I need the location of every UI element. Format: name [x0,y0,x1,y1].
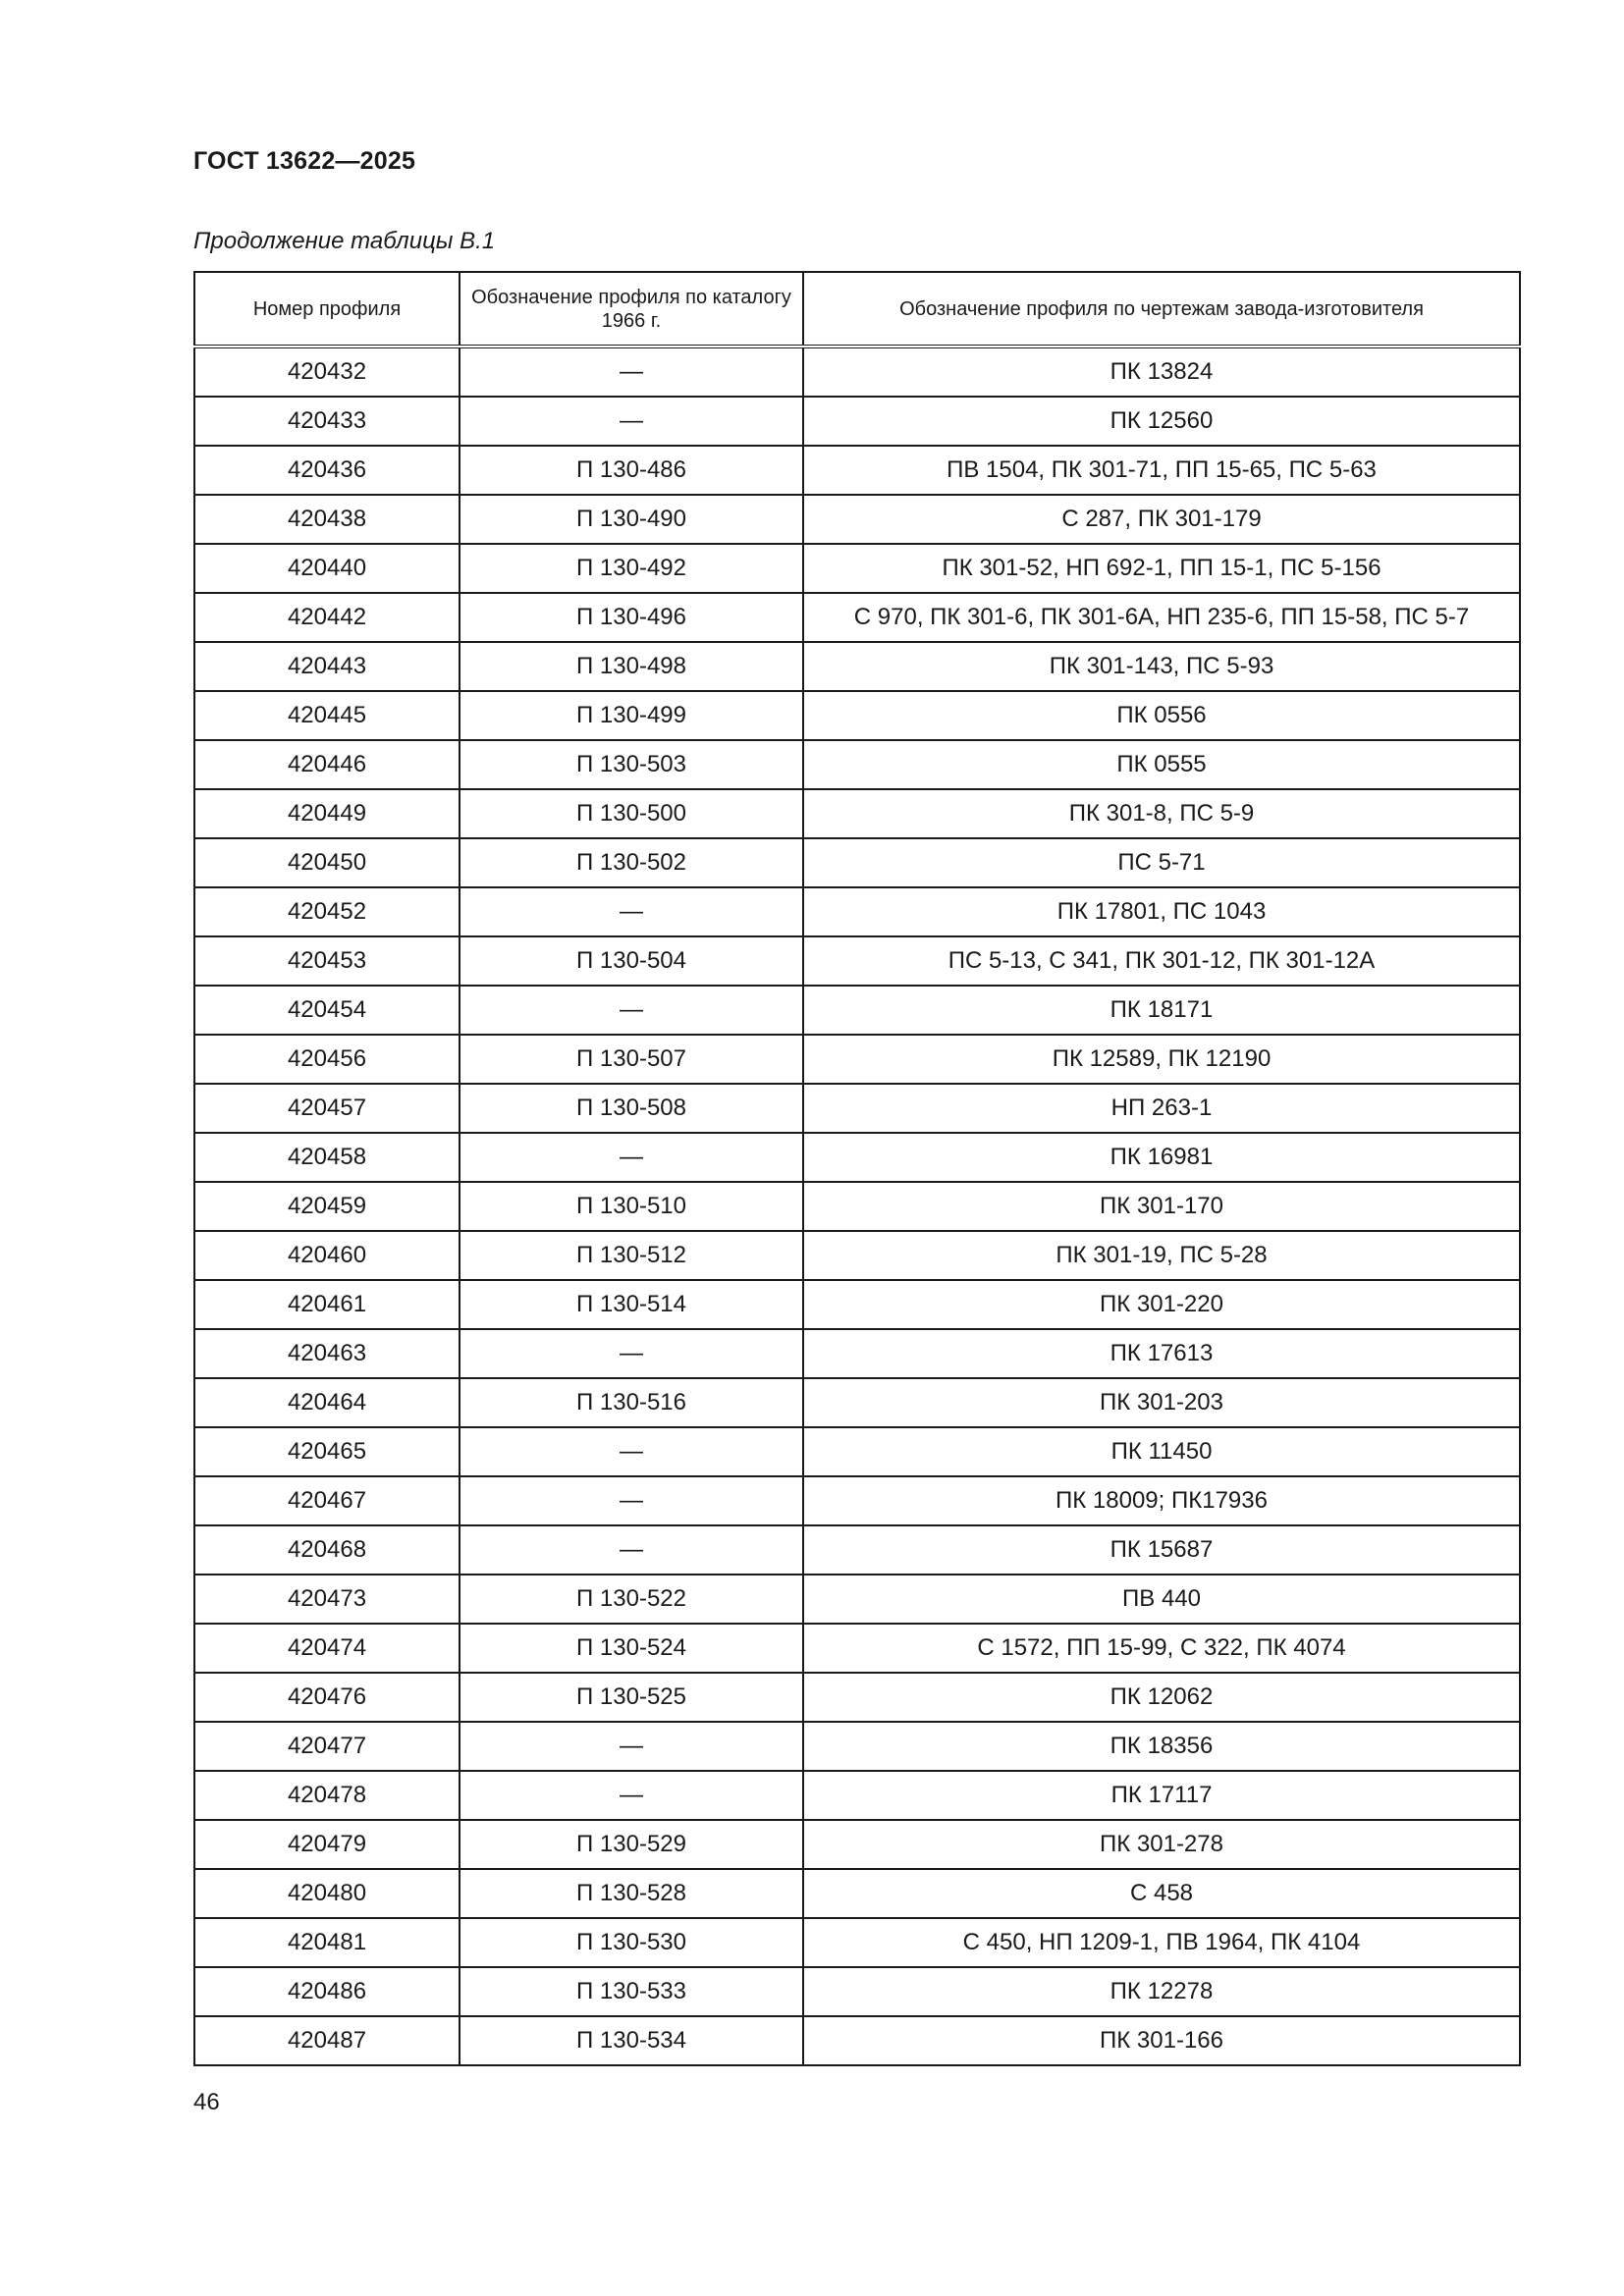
table-row [194,2016,1520,2065]
cell-profile-number: 420478 [194,1771,460,1820]
table-row [194,1476,1520,1525]
table-row [194,642,1520,691]
table-row [194,1035,1520,1084]
cell-factory-designation: ПК 12278 [803,1967,1520,2016]
cell-factory-designation: ПК 301-52, НП 692-1, ПП 15-1, ПС 5-156 [803,544,1520,593]
cell-catalog-designation: П 130-490 [460,495,803,544]
profiles-table [193,271,1521,2066]
cell-catalog-designation: П 130-508 [460,1084,803,1133]
cell-profile-number: 420453 [194,936,460,986]
table-row [194,1280,1520,1329]
cell-factory-designation: ПК 18009; ПК17936 [803,1476,1520,1525]
cell-profile-number: 420477 [194,1722,460,1771]
cell-catalog-designation: П 130-530 [460,1918,803,1967]
cell-factory-designation: ПК 13824 [803,347,1520,397]
cell-profile-number: 420445 [194,691,460,740]
cell-profile-number: 420456 [194,1035,460,1084]
cell-profile-number: 420487 [194,2016,460,2065]
table-row [194,838,1520,887]
cell-factory-designation: ПК 301-203 [803,1378,1520,1427]
cell-factory-designation: ПК 301-19, ПС 5-28 [803,1231,1520,1280]
cell-profile-number: 420476 [194,1673,460,1722]
table-row [194,1673,1520,1722]
cell-factory-designation: НП 263-1 [803,1084,1520,1133]
cell-profile-number: 420440 [194,544,460,593]
table-row [194,1967,1520,2016]
table-body [194,347,1520,2065]
cell-catalog-designation: П 130-514 [460,1280,803,1329]
cell-factory-designation: ПК 15687 [803,1525,1520,1575]
header-factory-drawings: Обозначение профиля по чертежам завода-изготовителя [803,272,1520,347]
cell-catalog-designation: — [460,1525,803,1575]
cell-profile-number: 420486 [194,1967,460,2016]
cell-factory-designation: ПВ 1504, ПК 301-71, ПП 15-65, ПС 5-63 [803,446,1520,495]
cell-factory-designation: ПК 17613 [803,1329,1520,1378]
cell-catalog-designation: П 130-492 [460,544,803,593]
cell-factory-designation: ПК 11450 [803,1427,1520,1476]
cell-catalog-designation: П 130-502 [460,838,803,887]
cell-profile-number: 420449 [194,789,460,838]
cell-catalog-designation: П 130-522 [460,1575,803,1624]
table-row [194,1329,1520,1378]
table-row [194,1084,1520,1133]
cell-catalog-designation: П 130-525 [460,1673,803,1722]
cell-catalog-designation: П 130-516 [460,1378,803,1427]
cell-factory-designation: С 450, НП 1209-1, ПВ 1964, ПК 4104 [803,1918,1520,1967]
table-caption: Продолжение таблицы В.1 [193,228,496,254]
cell-factory-designation: С 287, ПК 301-179 [803,495,1520,544]
cell-catalog-designation: П 130-504 [460,936,803,986]
cell-profile-number: 420454 [194,986,460,1035]
table-row [194,936,1520,986]
cell-catalog-designation: П 130-500 [460,789,803,838]
table-row [194,446,1520,495]
table-row [194,1869,1520,1918]
cell-factory-designation: ПК 301-8, ПС 5-9 [803,789,1520,838]
cell-factory-designation: ПС 5-13, С 341, ПК 301-12, ПК 301-12А [803,936,1520,986]
cell-factory-designation: С 458 [803,1869,1520,1918]
cell-profile-number: 420463 [194,1329,460,1378]
header-catalog-1966: Обозначение профиля по каталогу 1966 г. [460,272,803,347]
cell-factory-designation: С 970, ПК 301-6, ПК 301-6А, НП 235-6, ПП 15-58, ПС 5-7 [803,593,1520,642]
page-number: 46 [193,2089,220,2115]
table-row [194,789,1520,838]
cell-catalog-designation: — [460,1133,803,1182]
cell-catalog-designation: — [460,1476,803,1525]
cell-factory-designation: ПК 301-166 [803,2016,1520,2065]
table-row [194,1378,1520,1427]
document-header-title: ГОСТ 13622—2025 [193,147,416,175]
cell-profile-number: 420465 [194,1427,460,1476]
cell-factory-designation: ПК 12062 [803,1673,1520,1722]
header-profile-number: Номер профиля [194,272,460,347]
cell-profile-number: 420438 [194,495,460,544]
cell-catalog-designation: — [460,1722,803,1771]
cell-factory-designation: ПК 16981 [803,1133,1520,1182]
cell-profile-number: 420457 [194,1084,460,1133]
cell-factory-designation: ПК 12589, ПК 12190 [803,1035,1520,1084]
table-header-row [194,272,1520,347]
table-row [194,740,1520,789]
table-row [194,1231,1520,1280]
cell-profile-number: 420468 [194,1525,460,1575]
cell-catalog-designation: — [460,347,803,397]
cell-catalog-designation: — [460,986,803,1035]
table-row [194,691,1520,740]
table-row [194,1820,1520,1869]
cell-factory-designation: ПК 301-170 [803,1182,1520,1231]
cell-profile-number: 420481 [194,1918,460,1967]
cell-profile-number: 420480 [194,1869,460,1918]
cell-profile-number: 420467 [194,1476,460,1525]
cell-catalog-designation: П 130-534 [460,2016,803,2065]
table-row [194,544,1520,593]
cell-catalog-designation: — [460,1427,803,1476]
cell-profile-number: 420433 [194,397,460,446]
cell-factory-designation: ПК 18171 [803,986,1520,1035]
table-row [194,1575,1520,1624]
cell-catalog-designation: П 130-512 [460,1231,803,1280]
cell-factory-designation: ПК 17117 [803,1771,1520,1820]
cell-catalog-designation: П 130-486 [460,446,803,495]
cell-catalog-designation: П 130-499 [460,691,803,740]
cell-factory-designation: ПК 301-143, ПС 5-93 [803,642,1520,691]
cell-profile-number: 420461 [194,1280,460,1329]
cell-catalog-designation: П 130-503 [460,740,803,789]
cell-profile-number: 420450 [194,838,460,887]
cell-profile-number: 420474 [194,1624,460,1673]
table-row [194,593,1520,642]
cell-factory-designation: ПК 18356 [803,1722,1520,1771]
table-row [194,397,1520,446]
table-row [194,1182,1520,1231]
cell-profile-number: 420452 [194,887,460,936]
cell-factory-designation: ПК 17801, ПС 1043 [803,887,1520,936]
cell-profile-number: 420432 [194,347,460,397]
table-row [194,1427,1520,1476]
cell-catalog-designation: — [460,1771,803,1820]
table-row [194,1525,1520,1575]
cell-factory-designation: ПК 0555 [803,740,1520,789]
cell-profile-number: 420473 [194,1575,460,1624]
cell-profile-number: 420479 [194,1820,460,1869]
table-row [194,986,1520,1035]
cell-catalog-designation: П 130-529 [460,1820,803,1869]
cell-catalog-designation: П 130-496 [460,593,803,642]
table-row [194,1722,1520,1771]
cell-catalog-designation: П 130-524 [460,1624,803,1673]
cell-profile-number: 420458 [194,1133,460,1182]
cell-factory-designation: ПК 0556 [803,691,1520,740]
table-row [194,1624,1520,1673]
cell-profile-number: 420446 [194,740,460,789]
cell-catalog-designation: П 130-533 [460,1967,803,2016]
cell-factory-designation: ПК 301-220 [803,1280,1520,1329]
cell-profile-number: 420443 [194,642,460,691]
cell-factory-designation: ПК 12560 [803,397,1520,446]
table-row [194,1918,1520,1967]
cell-catalog-designation: П 130-510 [460,1182,803,1231]
table-row [194,347,1520,397]
profiles-table-container [193,271,1519,2066]
cell-catalog-designation: — [460,887,803,936]
cell-factory-designation: ПК 301-278 [803,1820,1520,1869]
cell-catalog-designation: — [460,1329,803,1378]
cell-factory-designation: ПВ 440 [803,1575,1520,1624]
cell-catalog-designation: П 130-528 [460,1869,803,1918]
cell-profile-number: 420464 [194,1378,460,1427]
cell-factory-designation: С 1572, ПП 15-99, С 322, ПК 4074 [803,1624,1520,1673]
cell-profile-number: 420459 [194,1182,460,1231]
cell-factory-designation: ПС 5-71 [803,838,1520,887]
table-row [194,1133,1520,1182]
cell-catalog-designation: П 130-507 [460,1035,803,1084]
cell-catalog-designation: — [460,397,803,446]
cell-catalog-designation: П 130-498 [460,642,803,691]
cell-profile-number: 420460 [194,1231,460,1280]
cell-profile-number: 420442 [194,593,460,642]
cell-profile-number: 420436 [194,446,460,495]
table-row [194,495,1520,544]
table-row [194,1771,1520,1820]
table-row [194,887,1520,936]
